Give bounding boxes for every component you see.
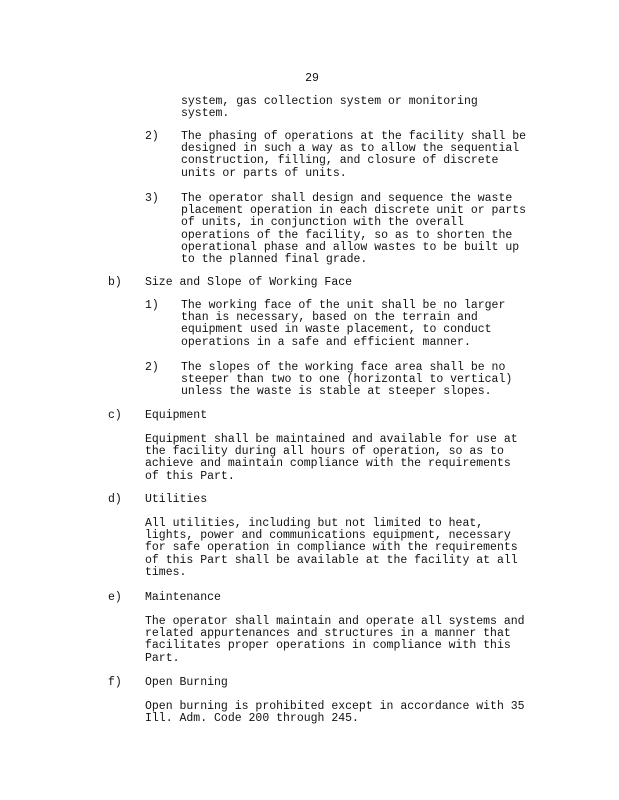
section-b-heading: Size and Slope of Working Face: [145, 276, 353, 289]
section-e-heading: Maintenance: [145, 591, 221, 604]
section-d-heading: Utilities: [145, 493, 208, 506]
section-e-letter: e): [108, 591, 122, 604]
section-c-text: Equipment shall be maintained and available for use at the facility during all hours of operation, so as to achieve and maintain compliance with the requirements of this Part.: [145, 433, 518, 483]
item-number-2: 2): [145, 130, 159, 143]
item-number-3: 3): [145, 192, 159, 205]
page-number: 29: [305, 72, 319, 85]
section-b-item-text-1: The working face of the unit shall be no larger than is necessary, based on the terrain and equipment used in waste placement, to conduct operations in a safe and efficient manner.: [181, 299, 506, 349]
continuation-text: system, gas collection system or monitoring system.: [181, 95, 478, 121]
section-f-heading: Open Burning: [145, 676, 228, 689]
section-b-item-text-2: The slopes of the working face area shall be no steeper than two to one (horizontal to vertical) unless the waste is stable at steeper slopes.: [181, 361, 513, 399]
section-d-letter: d): [108, 493, 122, 506]
section-f-letter: f): [108, 676, 122, 689]
item-text-3: The operator shall design and sequence the waste placement operation in each discrete unit or parts of units, in conjunction with the overall operations of the facility, so as to shorten the operational phase and allow wastes to be built up to the planned final grade.: [181, 192, 527, 267]
section-b-item-number-1: 1): [145, 299, 159, 312]
item-text-2: The phasing of operations at the facility shall be designed in such a way as to allow the sequential construction, filling, and closure of discrete units or parts of units.: [181, 130, 527, 180]
section-b-letter: b): [108, 276, 122, 289]
section-c-heading: Equipment: [145, 409, 208, 422]
section-c-letter: c): [108, 409, 122, 422]
section-e-text: The operator shall maintain and operate all systems and related appurtenances and structures in a manner that facilitates proper operations in compliance with this Part.: [145, 615, 525, 665]
section-f-text: Open burning is prohibited except in accordance with 35 Ill. Adm. Code 200 through 245.: [145, 700, 525, 726]
section-b-item-number-2: 2): [145, 361, 159, 374]
section-d-text: All utilities, including but not limited to heat, lights, power and communications equipment, necessary for safe operation in compliance with the requirements of this Part shall be available at the facility at all times.: [145, 517, 518, 579]
